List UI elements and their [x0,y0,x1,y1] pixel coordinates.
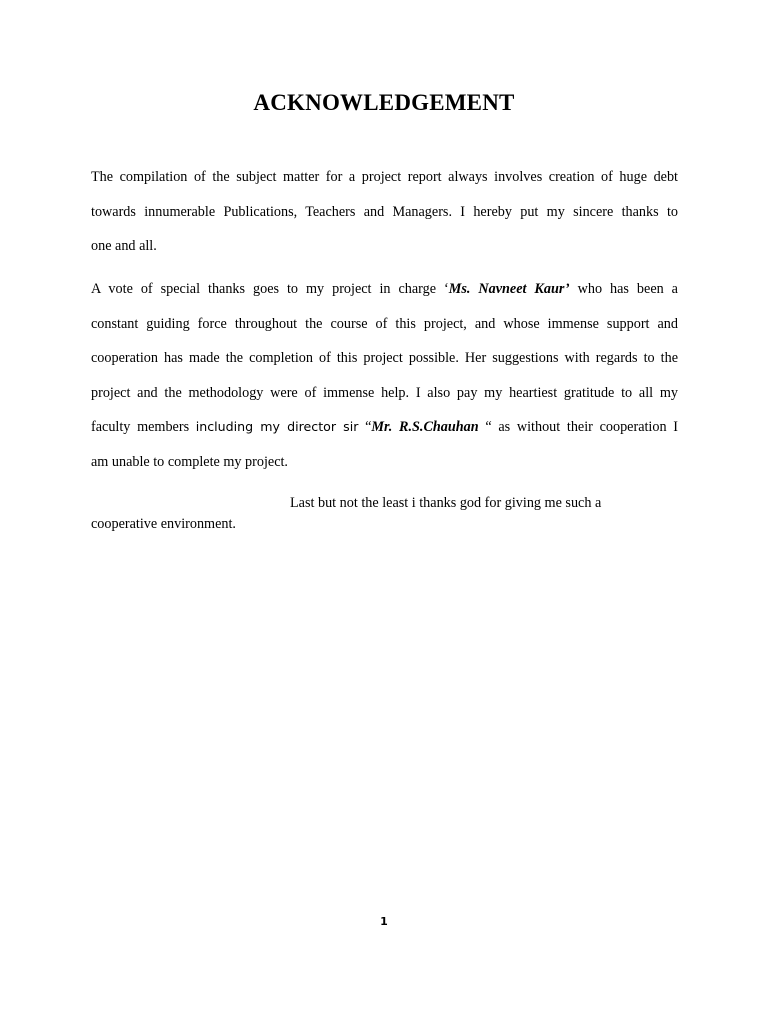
paragraph-line [91,410,678,445]
text-run: who has been a [569,281,678,297]
text-run: A vote of special thanks goes to my project in charge ‘ [91,281,449,297]
paragraph-line: cooperation has made the completion of this project possible. Her suggestions with regards to the [91,350,678,367]
text-run: “ as without their cooperation I [478,419,678,436]
paragraph-line: am unable to complete my project. [91,453,288,470]
paragraph-line: towards innumerable Publications, Teachers and Managers. I hereby put my sincere thanks to [91,203,678,220]
text-run-sans: including my director sir [195,419,359,435]
paragraph-line [91,272,678,307]
paragraph-intro [91,160,678,264]
project-in-charge-name: Ms. Navneet Kaur’ [448,281,570,297]
text-run: “ [358,419,372,436]
director-name: Mr. R.S.Chauhan [371,419,479,436]
paragraph-line: project and the methodology were of immense help. I also pay my heartiest gratitude to all my [91,384,678,401]
page-title: ACKNOWLEDGEMENT [253,90,515,115]
paragraph-line: The compilation of the subject matter for a project report always involves creation of huge debt [91,169,678,185]
closing-line: cooperative environment. [91,516,236,532]
paragraph-line: one and all. [91,238,157,255]
text-run: faculty members [91,419,196,436]
paragraph-line: constant guiding force throughout the course of this project, and whose immense support and [91,315,678,332]
closing-line: Last but not the least i thanks god for giving me such a [290,495,602,511]
page-number: 1 [380,915,388,928]
paragraph-thanks [91,272,678,480]
